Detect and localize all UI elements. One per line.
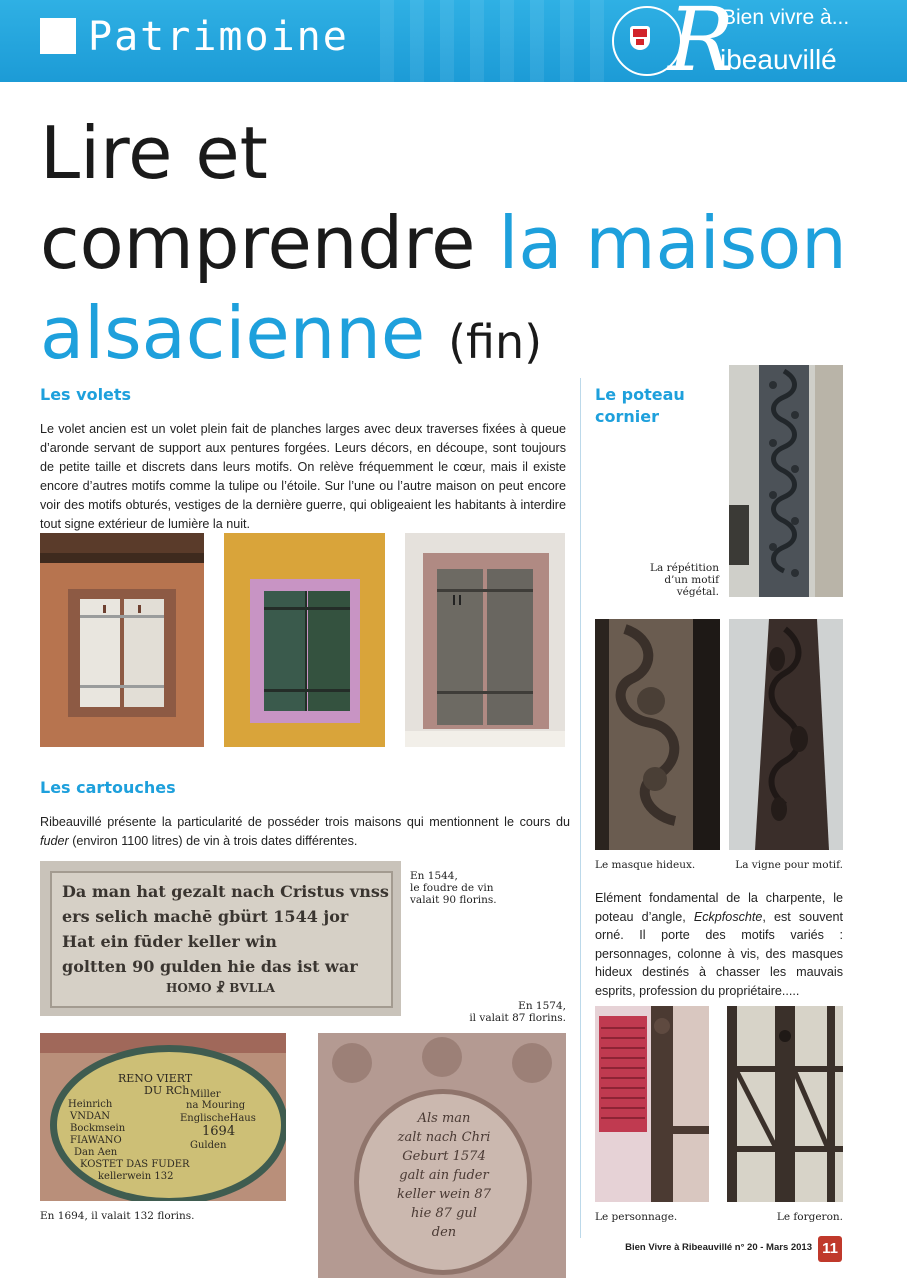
cartouche-1544-inscription xyxy=(62,879,389,997)
poteau-heading xyxy=(595,384,685,428)
caption-1574: En 1574, il valait 87 florins. xyxy=(469,1000,566,1024)
inscription-1694-line: RENO VIERT xyxy=(118,1072,193,1085)
poteau-text xyxy=(595,889,843,1000)
inscription-1694-line: kellerwein 132 xyxy=(98,1171,174,1182)
coat-of-arms-stripe xyxy=(633,29,647,37)
carved-cherub-left xyxy=(332,1043,372,1083)
logo-town: ibeauvillé xyxy=(720,44,837,75)
coat-of-arms-stripe-lower xyxy=(636,39,644,45)
caption-1694: En 1694, il valait 132 florins. xyxy=(40,1210,195,1222)
page-number: 11 xyxy=(818,1236,842,1262)
inscription-1694-line: na Mouring xyxy=(186,1100,246,1111)
volets-heading: Les volets xyxy=(40,385,132,404)
inscription-1544-line: goltten 90 gulden hie das ist war xyxy=(62,957,358,976)
headline-line3-blue: alsacienne xyxy=(40,291,426,375)
caption-1544: En 1544, le foudre de vin valait 90 florins. xyxy=(410,870,497,906)
footer-publication: Bien Vivre à Ribeauvillé n° 20 - Mars 2013 xyxy=(625,1242,812,1253)
photo-cartouche-1694 xyxy=(40,1033,286,1201)
cartouches-heading: Les cartouches xyxy=(40,778,176,797)
headline-line2-blue: la maison xyxy=(498,201,847,285)
caption-vegetal: La répétition d’un motif végétal. xyxy=(650,562,719,598)
inscription-1694-line: FIAWANO xyxy=(70,1135,122,1146)
inscription-1694-line: KOSTET DAS FUDER xyxy=(80,1159,190,1170)
photo-white-shutters xyxy=(40,533,204,747)
caption-personnage: Le personnage. xyxy=(595,1211,678,1223)
inscription-1574-line: hie 87 gul xyxy=(411,1206,477,1221)
inscription-1544-line: HOMO ☧ BVLLA xyxy=(166,981,275,995)
cartouches-text-fuder: fuder xyxy=(40,834,69,848)
inscription-1574-line: keller wein 87 xyxy=(397,1187,491,1202)
inscription-1694-line: Miller xyxy=(190,1089,221,1100)
inscription-1574-line: Als man xyxy=(417,1111,471,1126)
poteau-text-a: Elément fondamental de la charpente, le poteau d’angle, xyxy=(595,891,843,924)
inscription-1694-line: 1694 xyxy=(202,1124,236,1139)
inscription-1574-line: den xyxy=(431,1225,457,1240)
inscription-1574-line: galt ain fuder xyxy=(399,1168,489,1183)
caption-masque: Le masque hideux. xyxy=(595,859,696,871)
photo-forgeron-post xyxy=(727,1006,843,1202)
cartouches-text-a: Ribeauvillé présente la particularité de posséder trois maisons qui mentionnent le cours du xyxy=(40,815,570,829)
carved-cherub-right xyxy=(512,1043,552,1083)
logo-tagline: Bien vivre à... xyxy=(722,6,850,29)
photo-personnage-post xyxy=(595,1006,709,1202)
logo-initial: R xyxy=(668,0,735,91)
photo-masque-post xyxy=(595,619,720,850)
inscription-1694-line: Bockmsein xyxy=(70,1123,126,1134)
volets-text: Le volet ancien est un volet plein fait de planches larges avec deux traverses fixées à queue d’aronde servant de support aux pentures forgées. Leurs décors, en découpe, sont toujours de petite taille et discrets dans leurs motifs. On relève fréquemment le cœur, mais il existe encore d’autres motifs comme la tulipe ou l’étoile. Sur l’une ou l’autre maison on peut encore voir des motifs obturés, vestiges de la dernière guerre, qui obligeaient les habitants à interdire tout signe extérieur de lumière la nuit. xyxy=(40,422,566,531)
cartouches-text-b: (environ 1100 litres) de vin à trois dates différentes. xyxy=(68,834,358,848)
photo-vegetal-post xyxy=(729,365,843,597)
inscription-1544-line: Da man hat gezalt nach Cristus vnss xyxy=(62,882,389,901)
inscription-1544-line: Hat ein fūder keller win xyxy=(62,932,277,951)
inscription-1694-line: Dan Aen xyxy=(74,1147,118,1158)
poteau-text-b: , est souvent orné. Il porte des motifs variés : personnages, colonne à vis, des masques hideux destinés à chasser les mauvais esprits, profession du propriétaire..... xyxy=(595,909,843,998)
headline-line1: Lire et xyxy=(40,111,268,195)
header-texture xyxy=(380,0,620,82)
headline-suffix: (fin) xyxy=(448,315,543,369)
column-divider xyxy=(580,378,581,1238)
inscription-1694-line: VNDAN xyxy=(70,1111,110,1122)
headline-line2-dark: comprendre xyxy=(40,201,499,285)
inscription-1694-line: Gulden xyxy=(190,1140,227,1151)
inscription-1574-line: Geburt 1574 xyxy=(402,1149,486,1164)
photo-cartouche-1544 xyxy=(40,861,401,1016)
section-title: Patrimoine xyxy=(88,14,349,60)
inscription-1544-line: ers selich machē gbürt 1544 jor xyxy=(62,907,349,926)
inscription-1694-line: EnglischeHaus xyxy=(180,1113,256,1124)
poteau-heading-l1: Le poteau xyxy=(595,385,685,404)
cartouches-text xyxy=(40,813,570,851)
carved-face-center xyxy=(422,1037,462,1077)
photo-green-shutters xyxy=(224,533,385,747)
section-square-icon xyxy=(40,18,76,54)
poteau-heading-l2: cornier xyxy=(595,407,659,426)
photo-cartouche-1574 xyxy=(318,1033,566,1278)
photo-grey-shutters xyxy=(405,533,565,747)
poteau-text-eckpfoschte: Eckpfoschte xyxy=(693,909,763,924)
page-headline xyxy=(40,108,880,387)
inscription-1694-line: DU RCh xyxy=(144,1084,190,1097)
cartouche-1574-inscription xyxy=(364,1109,524,1242)
photo-vigne-post xyxy=(729,619,843,850)
caption-forgeron: Le forgeron. xyxy=(776,1211,843,1223)
caption-vigne: La vigne pour motif. xyxy=(735,859,843,871)
inscription-1574-line: zalt nach Chri xyxy=(397,1130,491,1145)
inscription-1694-line: Heinrich xyxy=(68,1099,113,1110)
